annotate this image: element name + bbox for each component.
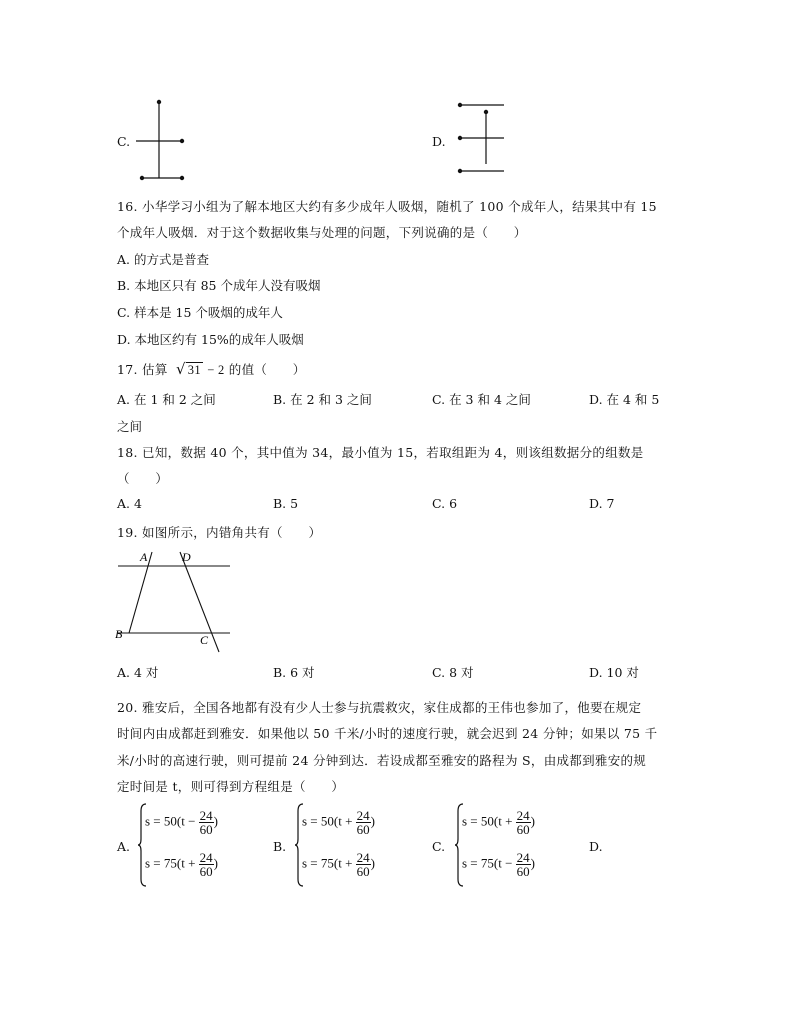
q19-label-b: B (115, 627, 123, 641)
q17-radicand: 31 (187, 363, 201, 377)
q16-option-d: D. 本地区约有 15%的成年人吸烟 (117, 332, 304, 347)
q20-option-b-label: B. (273, 839, 287, 854)
q17-option-d-wrap: 之间 (117, 419, 143, 434)
q19-option-c: C. 8 对 (432, 665, 474, 680)
q18-option-d: D. 7 (589, 496, 615, 511)
q20-stem-line3: 米/小时的高速行驶，则可提前 24 分钟到达．若设成都至雅安的路程为 S，由成都到雅安的规 (117, 753, 647, 768)
q16-option-a: A. 的方式是普查 (117, 252, 209, 267)
q18-stem-line2: （ ） (117, 471, 169, 486)
q19-label-c: C (200, 633, 209, 647)
q20-stem-line1: 20. 雅安后，全国各地都有没有少人士参与抗震救灾，家住成都的王伟也参加了，他要在规定 (117, 700, 642, 715)
q17-option-b: B. 在 2 和 3 之间 (273, 392, 372, 407)
q17-prefix: 17. 估算 (117, 362, 168, 377)
q19-option-a: A. 4 对 (117, 665, 159, 680)
q19-label-d: D (182, 550, 191, 564)
q18-option-b: B. 5 (273, 496, 299, 511)
q17-sqrt-expression (176, 360, 225, 378)
q20-option-c-label: C. (432, 839, 446, 854)
q16-option-b: B. 本地区只有 85 个成年人没有吸烟 (117, 278, 321, 293)
q20-c-eq2: s = 75(t − $\frac{24}{60}$ ) (462, 850, 536, 879)
q16-stem-line2: 个成年人吸烟．对于这个数据收集与处理的问题，下列说确的是（ ） (117, 225, 527, 240)
q17-option-a: A. 在 1 和 2 之间 (117, 392, 216, 407)
q20-option-c-system (454, 803, 564, 887)
q17-option-c: C. 在 3 和 4 之间 (432, 392, 531, 407)
q17-minus: − 2 (207, 363, 225, 377)
q15-option-c-figure (130, 96, 190, 186)
q20-stem-line2: 时间内由成都赶到雅安．如果他以 50 千米/小时的速度行驶，就会迟到 24 分钟；如果以 75 千 (117, 726, 658, 741)
q20-b-eq2: s = 75(t + $\frac{24}{60}$ ) (302, 850, 376, 879)
q16-option-c: C. 样本是 15 个吸烟的成年人 (117, 305, 283, 320)
q17-stem (117, 360, 306, 378)
q20-stem-line4: 定时间是 t，则可得到方程组是（ ） (117, 779, 345, 794)
q20-a-eq2: s = 75(t + $\frac{24}{60}$ ) (145, 850, 219, 879)
q20-c-eq1: s = 50(t + $\frac{24}{60}$ ) (462, 808, 536, 837)
q19-option-b: B. 6 对 (273, 665, 315, 680)
q15-option-d-label: D. (432, 134, 446, 149)
q19-line-ab (129, 552, 152, 633)
q20-option-a-system (137, 803, 247, 887)
q15-option-c-label: C. (117, 134, 131, 149)
sqrt-icon: √ (175, 360, 186, 378)
q20-option-a-label: A. (117, 839, 131, 854)
q18-option-a: A. 4 (117, 496, 142, 511)
q17-suffix: 的值（ ） (228, 362, 306, 377)
q16-stem-line1: 16. 小华学习小组为了解本地区大约有多少成年人吸烟，随机了 100 个成年人，结果其中有 15 (117, 199, 657, 214)
q19-stem: 19. 如图所示，内错角共有（ ） (117, 525, 322, 540)
q17-option-d: D. 在 4 和 5 (589, 392, 660, 407)
q18-stem-line1: 18. 已知，数据 40 个，其中值为 34，最小值为 15，若取组距为 4，则该组数据分的组数是 (117, 445, 644, 460)
q15-option-d-figure (452, 96, 512, 178)
q19-figure (112, 546, 242, 658)
q20-b-eq1: s = 50(t + $\frac{24}{60}$ ) (302, 808, 376, 837)
q19-label-a: A (140, 550, 148, 564)
q18-option-c: C. 6 (432, 496, 458, 511)
q20-option-b-system (294, 803, 404, 887)
q20-a-eq1: s = 50(t − $\frac{24}{60}$ ) (145, 808, 219, 837)
q20-option-d-label: D. (589, 839, 603, 854)
q19-option-d: D. 10 对 (589, 665, 639, 680)
